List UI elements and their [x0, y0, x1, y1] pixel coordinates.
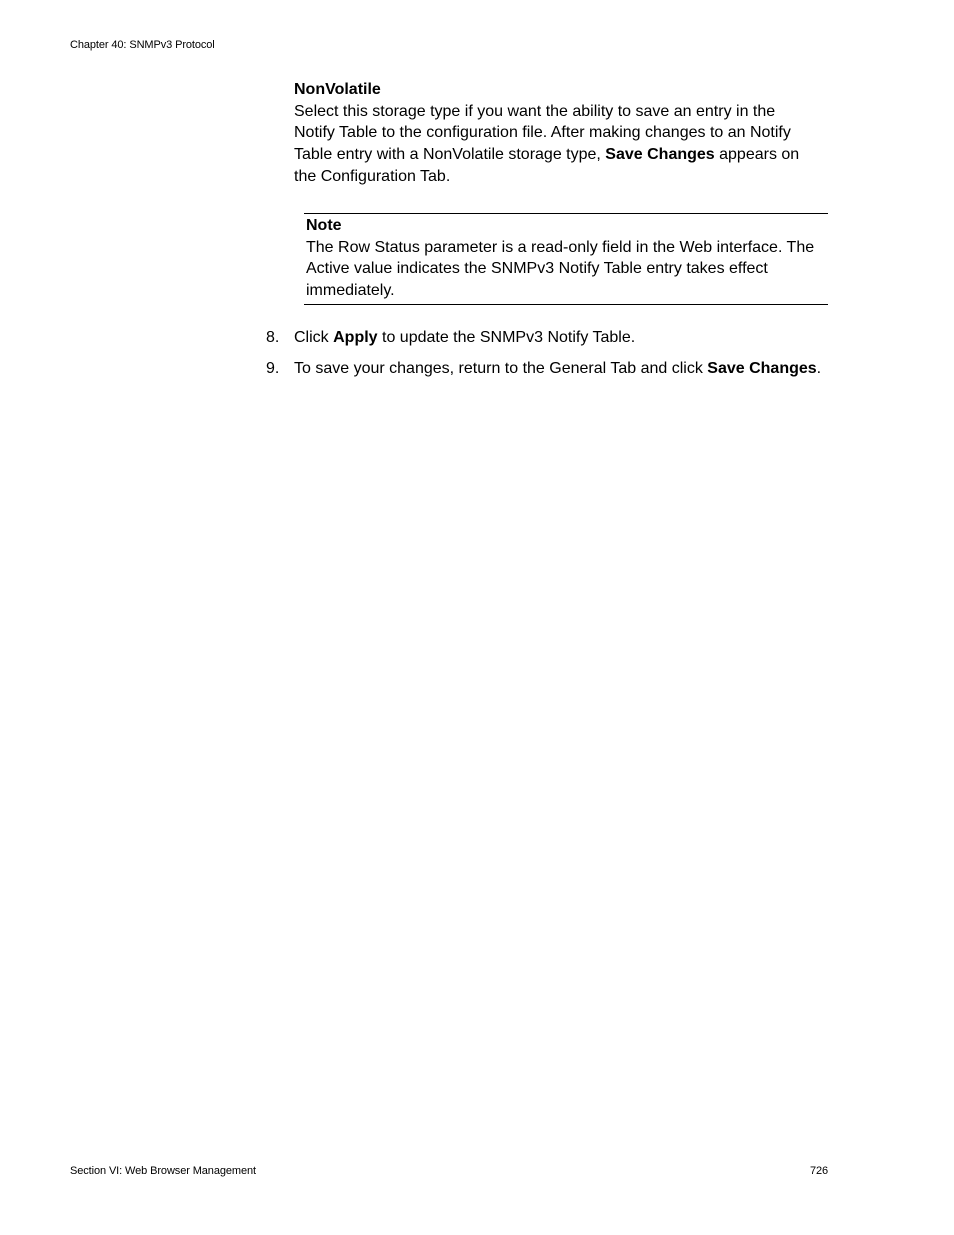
nonvolatile-text-1: Select this storage type if you want the ability to save an entry in the Notify Table to the configuration file. After making changes to an Notify Table entry with a NonVolatile storage type, [294, 102, 791, 164]
procedure-steps [262, 327, 822, 388]
step-bold-save-changes: Save Changes [707, 359, 817, 377]
step-text-1: To save your changes, return to the General Tab and click [294, 359, 708, 377]
nonvolatile-description [294, 79, 814, 188]
step-bold-apply: Apply [333, 329, 378, 346]
nonvolatile-body [294, 101, 814, 188]
step-text-1: Click [294, 329, 334, 346]
running-header: Chapter 40: SNMPv3 Protocol [70, 39, 215, 51]
nonvolatile-title: NonVolatile [294, 81, 381, 98]
note-box [304, 213, 828, 305]
nonvolatile-text-2: appears on the Configuration Tab. [294, 146, 800, 185]
running-footer-section: Section VI: Web Browser Management [70, 1165, 256, 1177]
step-item-8 [262, 327, 822, 349]
step-number: 9. [266, 359, 280, 377]
nonvolatile-bold-save-changes: Save Changes [605, 146, 715, 164]
note-body: The Row Status parameter is a read-only field in the Web interface. The Active value indicates the SNMPv3 Notify Table entry takes effect immediately. [306, 238, 815, 300]
page-number: 726 [809, 1165, 828, 1177]
note-title: Note [306, 217, 342, 234]
step-text-2: to update the SNMPv3 Notify Table. [377, 329, 636, 346]
step-number: 8. [266, 329, 280, 346]
step-text-2: . [816, 359, 822, 377]
step-item-9 [262, 358, 822, 380]
